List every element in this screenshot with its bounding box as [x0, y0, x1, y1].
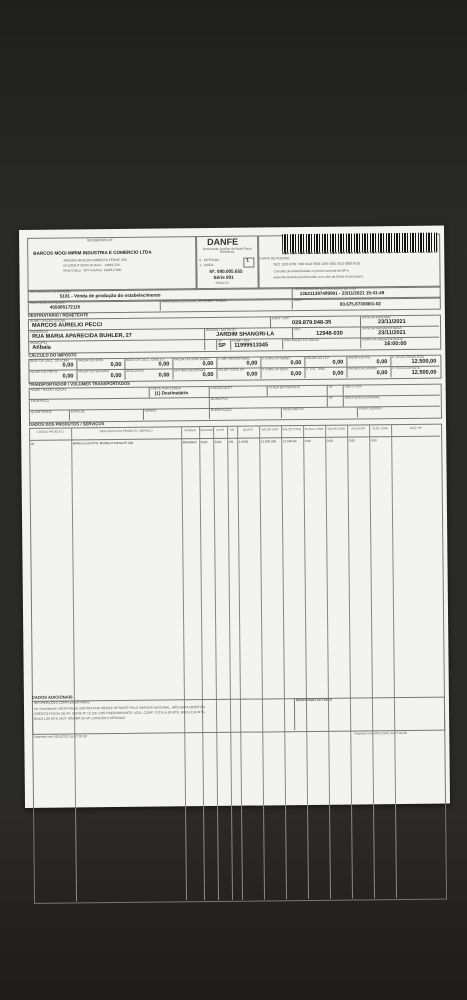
recipient-name-label: NOME / RAZÃO SOCIAL: [29, 318, 66, 323]
cnpj-label: CNPJ: [293, 298, 303, 303]
tax-value: 0,00: [246, 371, 258, 378]
tax-label: BASE DE CÁLC. ICMS S.T.: [125, 357, 166, 362]
danfe-type: 1: [246, 257, 249, 263]
qty-label: QUANTIDADE: [30, 409, 52, 414]
products-column-header: UN: [229, 427, 235, 432]
carrier-city-label: MUNICÍPIO: [210, 396, 228, 402]
products-cell: BARCO 6,00 MTS. MODELO MANAUS 600: [72, 440, 134, 446]
tax-value: 0,00: [290, 370, 302, 377]
complementary-info-3: BOCA 1,80 MTS, MOT. MÁXIMA 30 HP, LOTAÇÃO 5 PESSOAS: [34, 715, 126, 721]
tax-label: VALOR DA COFINS: [347, 366, 377, 371]
tax-label: V. TOTAL PRODUTOS: [391, 354, 425, 360]
danfe-series: Série 001: [213, 274, 234, 280]
access-key: 3521 1100 6758 7300 0102 5500 1000 0056 5513 8808 6018: [273, 261, 361, 267]
danfe-page: Folha 1/1: [215, 280, 229, 285]
complementary-info-1: Inf. Contribuinte: NOTA FISCAL EMITIDA POR ME/EPP OPTANTE PELO SIMPLES NACIONAL, NÃO GERA DIREITO A: [33, 705, 205, 711]
natureza-value: 5101 - Venda de produção do estabelecimento: [59, 292, 161, 299]
tax-label: VALOR DO FCP: [305, 355, 330, 361]
products-column-header: B.CALC ICMS: [304, 426, 324, 432]
danfe-subtitle: Documento Auxiliar da Nota Fiscal Eletrônica: [202, 246, 252, 255]
products-cell: 0,00: [370, 438, 377, 443]
carrier-cnpj-label: CNPJ / CPF: [344, 384, 363, 389]
products-cell: 0,00: [326, 438, 333, 443]
products-column-header: VALOR IPI: [351, 426, 366, 431]
carrier-uf2-label: UF: [328, 395, 334, 400]
products-column-header: ALÍQ. ICMS: [372, 426, 388, 431]
tax-value: 0,00: [290, 359, 302, 366]
tax-value: 0,00: [158, 371, 170, 379]
recipient-uf: SP: [218, 342, 226, 349]
danfe-entrada: 0 - ENTRADA: [199, 257, 220, 263]
tax-value: 0,00: [376, 358, 388, 365]
danfe-saida: 1 - SAÍDA: [199, 262, 214, 268]
issuer-city-phone: Mogi Guaçu - SP Fone/Fax: 1938117000: [63, 267, 122, 273]
products-cell: 1,0000: [238, 439, 249, 444]
products-column-header: VALOR TOTAL: [282, 427, 302, 432]
tax-label: VALOR TOTAL IPI: [217, 367, 245, 372]
issuer-name: BARCOS MOGI MIRIM INDUSTRIA E COMERCIO LTDA: [33, 249, 152, 256]
numbering-label: NUMERAÇÃO: [210, 407, 232, 413]
products-column-header: CÓDIGO PRODUTO: [36, 429, 64, 434]
exit-date-label: DATA DA SAÍDA/ENTRADA: [362, 325, 402, 331]
recipient-address-label: ENDEREÇO: [30, 329, 49, 334]
products-column-header: O/CSOSN: [200, 427, 214, 433]
tax-section-title: CÁLCULO DO IMPOSTO: [28, 352, 77, 358]
exit-time-label: HORA DA SAÍDA/ENTRADA: [362, 336, 403, 342]
recipient-phone-label: FONE / FAX: [232, 338, 250, 343]
tax-label: VALOR DO ICMS SUBST.: [173, 356, 212, 362]
tax-value: 0,00: [158, 360, 170, 368]
products-column-header: CFOP: [216, 427, 225, 432]
tax-label: VALOR DO SEGURO: [77, 369, 109, 374]
recipient-district: JARDIM SHANGRI-LA: [216, 331, 275, 338]
species-label: ESPÉCIE: [70, 409, 85, 414]
products-cell: 12.500,000: [260, 439, 277, 444]
recipient-uf-label: UF: [218, 338, 223, 343]
products-column-header: DESCRIÇÃO DO PRODUTO / SERVIÇO: [99, 428, 153, 434]
tax-label: V. ICMS UF DEST.: [261, 367, 289, 372]
issuer-district: N/ D/DOUT MOGI GUACU - 13849-228: [63, 262, 120, 268]
tax-label: BASE DE CÁLC. DO ICMS: [29, 358, 69, 363]
recipient-name: MARCOS AURELIO PECCI: [31, 322, 103, 329]
gross-weight-label: PESO BRUTO: [282, 407, 304, 412]
recipient-cep-label: CEP: [294, 327, 301, 332]
tax-value: 0,00: [332, 359, 344, 366]
access-consult-2: www.nfe.fazenda.gov.br/portal ou no site da Sefaz Autorizadora: [273, 274, 364, 280]
tax-label: VALOR DO PIS: [347, 355, 371, 360]
complementary-info-2: CRÉDITO FISCAL DE IPI. SERIE Nº 13.128, COR PREDOMINANTE: AZUL, COMP. TOTAL 6,00 MTS, BOCA 2,34 MTS,: [34, 710, 206, 716]
products-cell: 12.500,00: [282, 439, 297, 444]
antt-label: CÓDIGO ANTT: [210, 385, 233, 391]
tax-label: V. IMP. IMPORTAÇÃO: [217, 356, 250, 361]
recipient-cpf: 029.879.048-35: [291, 319, 332, 327]
products-cell: 20: [30, 441, 35, 446]
issuer-stamp: RECEBEMOS DE: [87, 238, 113, 243]
products-cell: UN: [228, 439, 234, 444]
background-top: [0, 0, 467, 260]
products-cell: 0102: [200, 440, 208, 445]
products-cell: 5101: [214, 439, 222, 444]
tax-label: V. TOT. TRIB.: [305, 366, 326, 372]
products-column-header: VALOR UNIT: [261, 427, 279, 432]
exit-time: 16:00:00: [384, 340, 407, 348]
ie-subst-label: INSCRIÇÃO ESTADUAL DO SUBST. TRIBUT.: [161, 298, 228, 304]
tax-value: 0,00: [110, 372, 122, 379]
products-column-header: NCM/SH: [184, 428, 196, 433]
recipient-phone: 11999513345: [234, 342, 269, 349]
transport-section-title: TRANSPORTADOR / VOLUMES TRANSPORTADOS: [28, 380, 130, 387]
recipient-cpf-label: CNPJ / CPF: [271, 316, 290, 321]
issue-date: 23/11/2021: [377, 318, 406, 326]
tax-value: 0,00: [202, 371, 214, 378]
ie-value: 455085172115: [49, 304, 81, 310]
recipient-cep: 12948-030: [316, 330, 343, 337]
complementary-info-label: INFORMAÇÕES COMPLEMENTARES: [33, 700, 90, 705]
recipient-city-label: MUNICÍPIO: [30, 340, 48, 345]
issue-date-label: DATA DA EMISSÃO: [361, 315, 391, 320]
products-section-title: DADOS DOS PRODUTOS / SERVIÇOS: [29, 421, 105, 427]
tax-value: 0,00: [246, 360, 258, 367]
ie-label: INSCRIÇÃO ESTADUAL: [29, 300, 65, 305]
tax-label: DESCONTO: [125, 368, 145, 373]
tax-label: VALOR DO FRETE: [29, 369, 58, 374]
tax-value: 0,00: [62, 372, 74, 380]
protocol-value: 135211397489901 - 23/11/2021 15:41:49: [299, 290, 385, 297]
barcode-icon: [282, 233, 437, 255]
recipient-address: RUA MARIA APARECIDA BUHLER, 27: [32, 332, 132, 340]
products-column-header: VALOR ICMS: [327, 426, 345, 431]
recipient-district-label: BAIRRO / DISTRITO: [206, 327, 236, 333]
carrier-address-label: ENDEREÇO: [30, 398, 49, 403]
tax-label: VALOR DO ICMS: [77, 358, 103, 363]
recipient-ie-label: INSCRIÇÃO ESTADUAL: [284, 337, 320, 343]
carrier-name-label: NOME / RAZÃO SOCIAL: [30, 387, 67, 392]
products-cell: 0,00: [304, 438, 311, 444]
natureza-label: NATUREZA DA OPERAÇÃO: [29, 289, 71, 294]
tax-label: V. ICMS UF REMET.: [261, 356, 292, 361]
protocol-label: PROTOCOLO DE AUTORIZAÇÃO DE USO: [293, 286, 357, 292]
transport-uf-label: UF: [328, 384, 333, 389]
printed-left: Impresso em 24/11/2021 às 07:24:30: [34, 734, 87, 739]
additional-section-title: DADOS ADICIONAIS: [31, 694, 73, 700]
printed-right: Impresso em 24/11/2021 às 07:24:30: [354, 730, 407, 736]
tax-label: V. TOTAL DA NOTA: [391, 365, 421, 371]
access-consult-1: Consulta de autenticidade no portal nacional da NF-e: [273, 268, 349, 274]
cnpj-value: 00.675.873/0001-02: [339, 301, 381, 307]
brand-label: MARCA: [144, 408, 157, 413]
danfe-number: Nº. 000.005.655: [209, 268, 243, 275]
products-column-header: ALÍQ. IPI: [409, 425, 422, 430]
tax-value: 0,00: [202, 360, 214, 367]
plate-label: PLACA DO VEÍCULO: [268, 385, 300, 390]
access-key-label: CHAVE DE ACESSO: [259, 256, 290, 261]
freight-value: (1) Destinatário: [154, 390, 189, 396]
carrier-ie-label: INSCRIÇÃO ESTADUAL: [344, 395, 380, 400]
exit-date: 23/11/2021: [378, 329, 406, 337]
recipient-city: Atibaia: [32, 344, 51, 351]
reserved-label: RESERVADO AO FISCO: [295, 697, 333, 703]
tax-label: OUTRAS DESPESAS: [173, 368, 206, 373]
products-column-header: QUANT: [243, 427, 254, 432]
tax-value: 12.500,00: [411, 358, 437, 365]
danfe-title: DANFE: [207, 236, 239, 248]
recipient-section-title: DESTINATÁRIO / REMETENTE: [27, 312, 89, 318]
tax-value: 0,00: [332, 370, 344, 377]
tax-value: 0,00: [376, 369, 388, 376]
tax-value: 0,00: [62, 361, 74, 369]
tax-value: 12.500,00: [411, 369, 437, 376]
products-cell: 89039900: [182, 440, 197, 445]
tax-value: 0,00: [110, 361, 122, 368]
net-weight-label: PESO LÍQUIDO: [358, 406, 382, 411]
products-cell: 0,00: [348, 438, 355, 443]
issuer-address: AVENIDA NIVALDO ROBERTO FERNE, 350: [63, 257, 127, 263]
freight-label: FRETE POR CONTA: [150, 386, 181, 391]
